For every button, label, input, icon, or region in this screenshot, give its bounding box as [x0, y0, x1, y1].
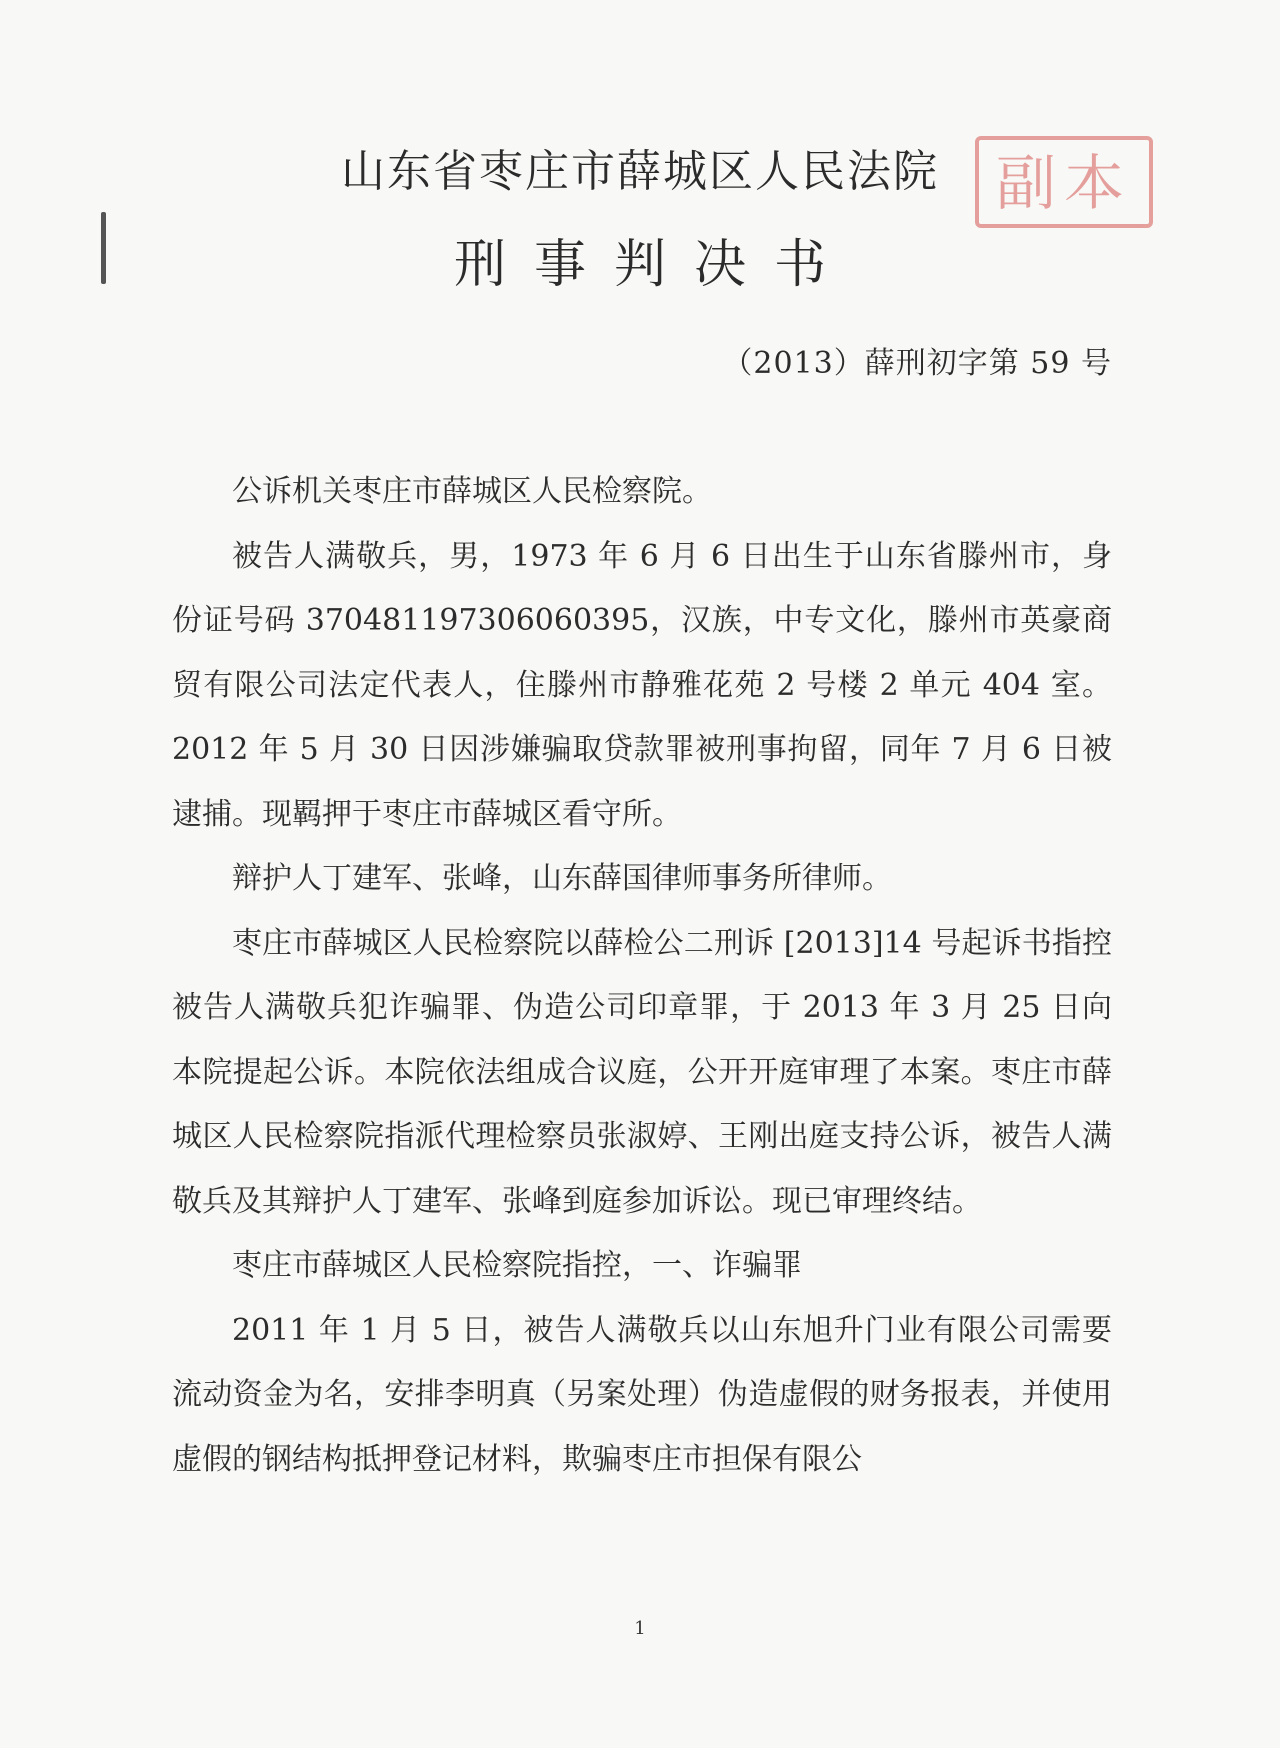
court-name: 山东省枣庄市薛城区人民法院 [341, 146, 939, 197]
paragraph-charges-heading: 枣庄市薛城区人民检察院指控，一、诈骗罪 [232, 1248, 802, 1283]
paragraph-facts: 2011 年 1 月 5 日，被告人满敬兵以山东旭升门业有限公司需要流动资金为名，安排李明真（另案处理）伪造虚假的财务报表，并使用虚假的钢结构抵押登记材料，欺骗枣庄市担保有限公 [172, 1312, 1112, 1477]
paragraph-defendant: 被告人满敬兵，男，1973 年 6 月 6 日出生于山东省滕州市，身份证号码 370481197306060395，汉族，中专文化，滕州市英豪商贸有限公司法定代表人，住滕州市静雅花苑 2 号楼 2 单元 404 室。2012 年 5 月 30 日因涉嫌骗取贷款罪被刑事拘留，同年 7 月 6 日被逮捕。现羁押于枣庄市薛城区看守所。 [172, 538, 1112, 832]
document-title: 刑事判决书 [453, 235, 854, 295]
copy-stamp [975, 136, 1153, 228]
case-number: （2013）薛刑初字第 59 号 [722, 346, 1112, 381]
paragraph-defense-counsel: 辩护人丁建军、张峰，山东薛国律师事务所律师。 [232, 861, 892, 896]
judgment-body [172, 460, 1112, 1492]
copy-stamp-text: 副本 [996, 149, 1132, 219]
copy-stamp-seal [979, 140, 1149, 224]
page-number: 1 [634, 1618, 646, 1639]
paragraph-prosecutor: 公诉机关枣庄市薛城区人民检察院。 [232, 474, 712, 509]
paragraph-procedure: 枣庄市薛城区人民检察院以薛检公二刑诉 [2013]14 号起诉书指控被告人满敬兵犯诈骗罪、伪造公司印章罪，于 2013 年 3 月 25 日向本院提起公诉。本院依法组成合议庭，公开开庭审理了本案。枣庄市薛城区人民检察院指派代理检察员张淑婷、王刚出庭支持公诉，被告人满敬兵及其辩护人丁建军、张峰到庭参加诉讼。现已审理终结。 [172, 925, 1112, 1219]
